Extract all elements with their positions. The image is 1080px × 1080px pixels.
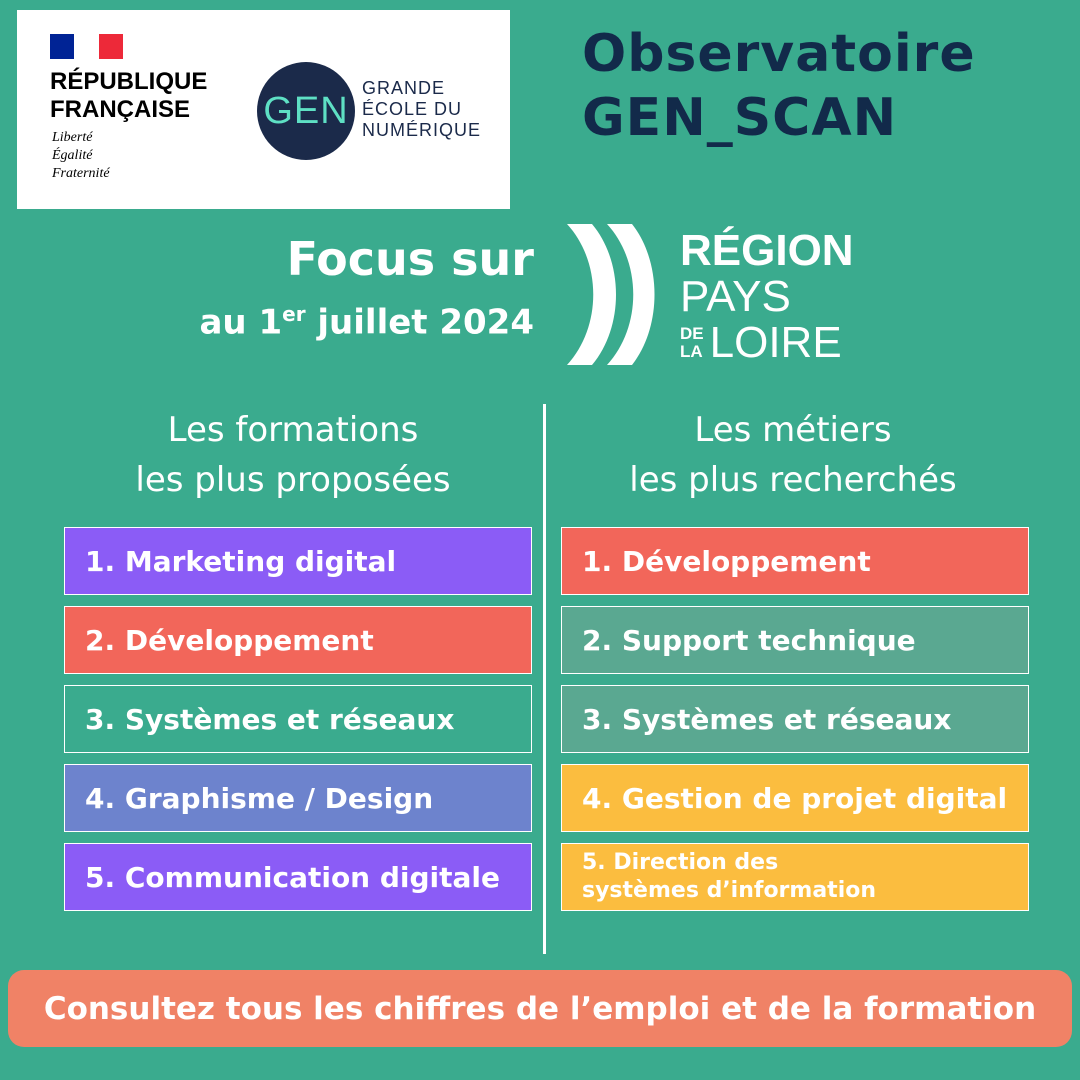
gen-logo-icon [257, 62, 355, 160]
region-chevrons-icon [562, 222, 662, 367]
consult-figures-button[interactable]: Consultez tous les chiffres de l’emploi et de la formation [8, 970, 1072, 1047]
metier-item-3: 3. Systèmes et réseaux [561, 685, 1029, 753]
column-divider [543, 404, 546, 954]
metier-item-2: 2. Support technique [561, 606, 1029, 674]
formation-item-1: 1. Marketing digital [64, 527, 532, 595]
metier-item-5: 5. Direction des systèmes d’information [561, 843, 1029, 911]
focus-date [199, 302, 534, 342]
republique-francaise-name: RÉPUBLIQUE FRANÇAISE [50, 68, 208, 123]
region-line3 [680, 320, 854, 366]
region-line3-small: DE LA [680, 324, 704, 361]
formations-list [64, 527, 532, 911]
republique-motto: Liberté Égalité Fraternité [52, 130, 110, 181]
metier-item-1: 1. Développement [561, 527, 1029, 595]
region-logo-text [680, 228, 854, 366]
date-sup: er [282, 302, 306, 326]
region-line2: PAYS [680, 272, 791, 321]
region-line1: RÉGION [680, 226, 854, 275]
metier-item-4: 4. Gestion de projet digital [561, 764, 1029, 832]
french-flag-icon [50, 34, 123, 59]
formation-item-5: 5. Communication digitale [64, 843, 532, 911]
metiers-heading: Les métiers les plus recherchés [629, 410, 957, 500]
focus-heading: Focus sur [286, 232, 534, 286]
formations-heading: Les formations les plus proposées [135, 410, 451, 500]
formation-item-4: 4. Graphisme / Design [64, 764, 532, 832]
date-suffix: juillet 2024 [305, 302, 534, 343]
page-title: Observatoire GEN_SCAN [582, 24, 976, 148]
gen-name: GRANDE ÉCOLE DU NUMÉRIQUE [362, 78, 482, 140]
formation-item-3: 3. Systèmes et réseaux [64, 685, 532, 753]
date-prefix: au 1 [199, 302, 283, 343]
region-line3-big: LOIRE [709, 318, 842, 367]
gen-logo-text: GEN [263, 89, 349, 132]
metiers-list [561, 527, 1029, 911]
formation-item-2: 2. Développement [64, 606, 532, 674]
